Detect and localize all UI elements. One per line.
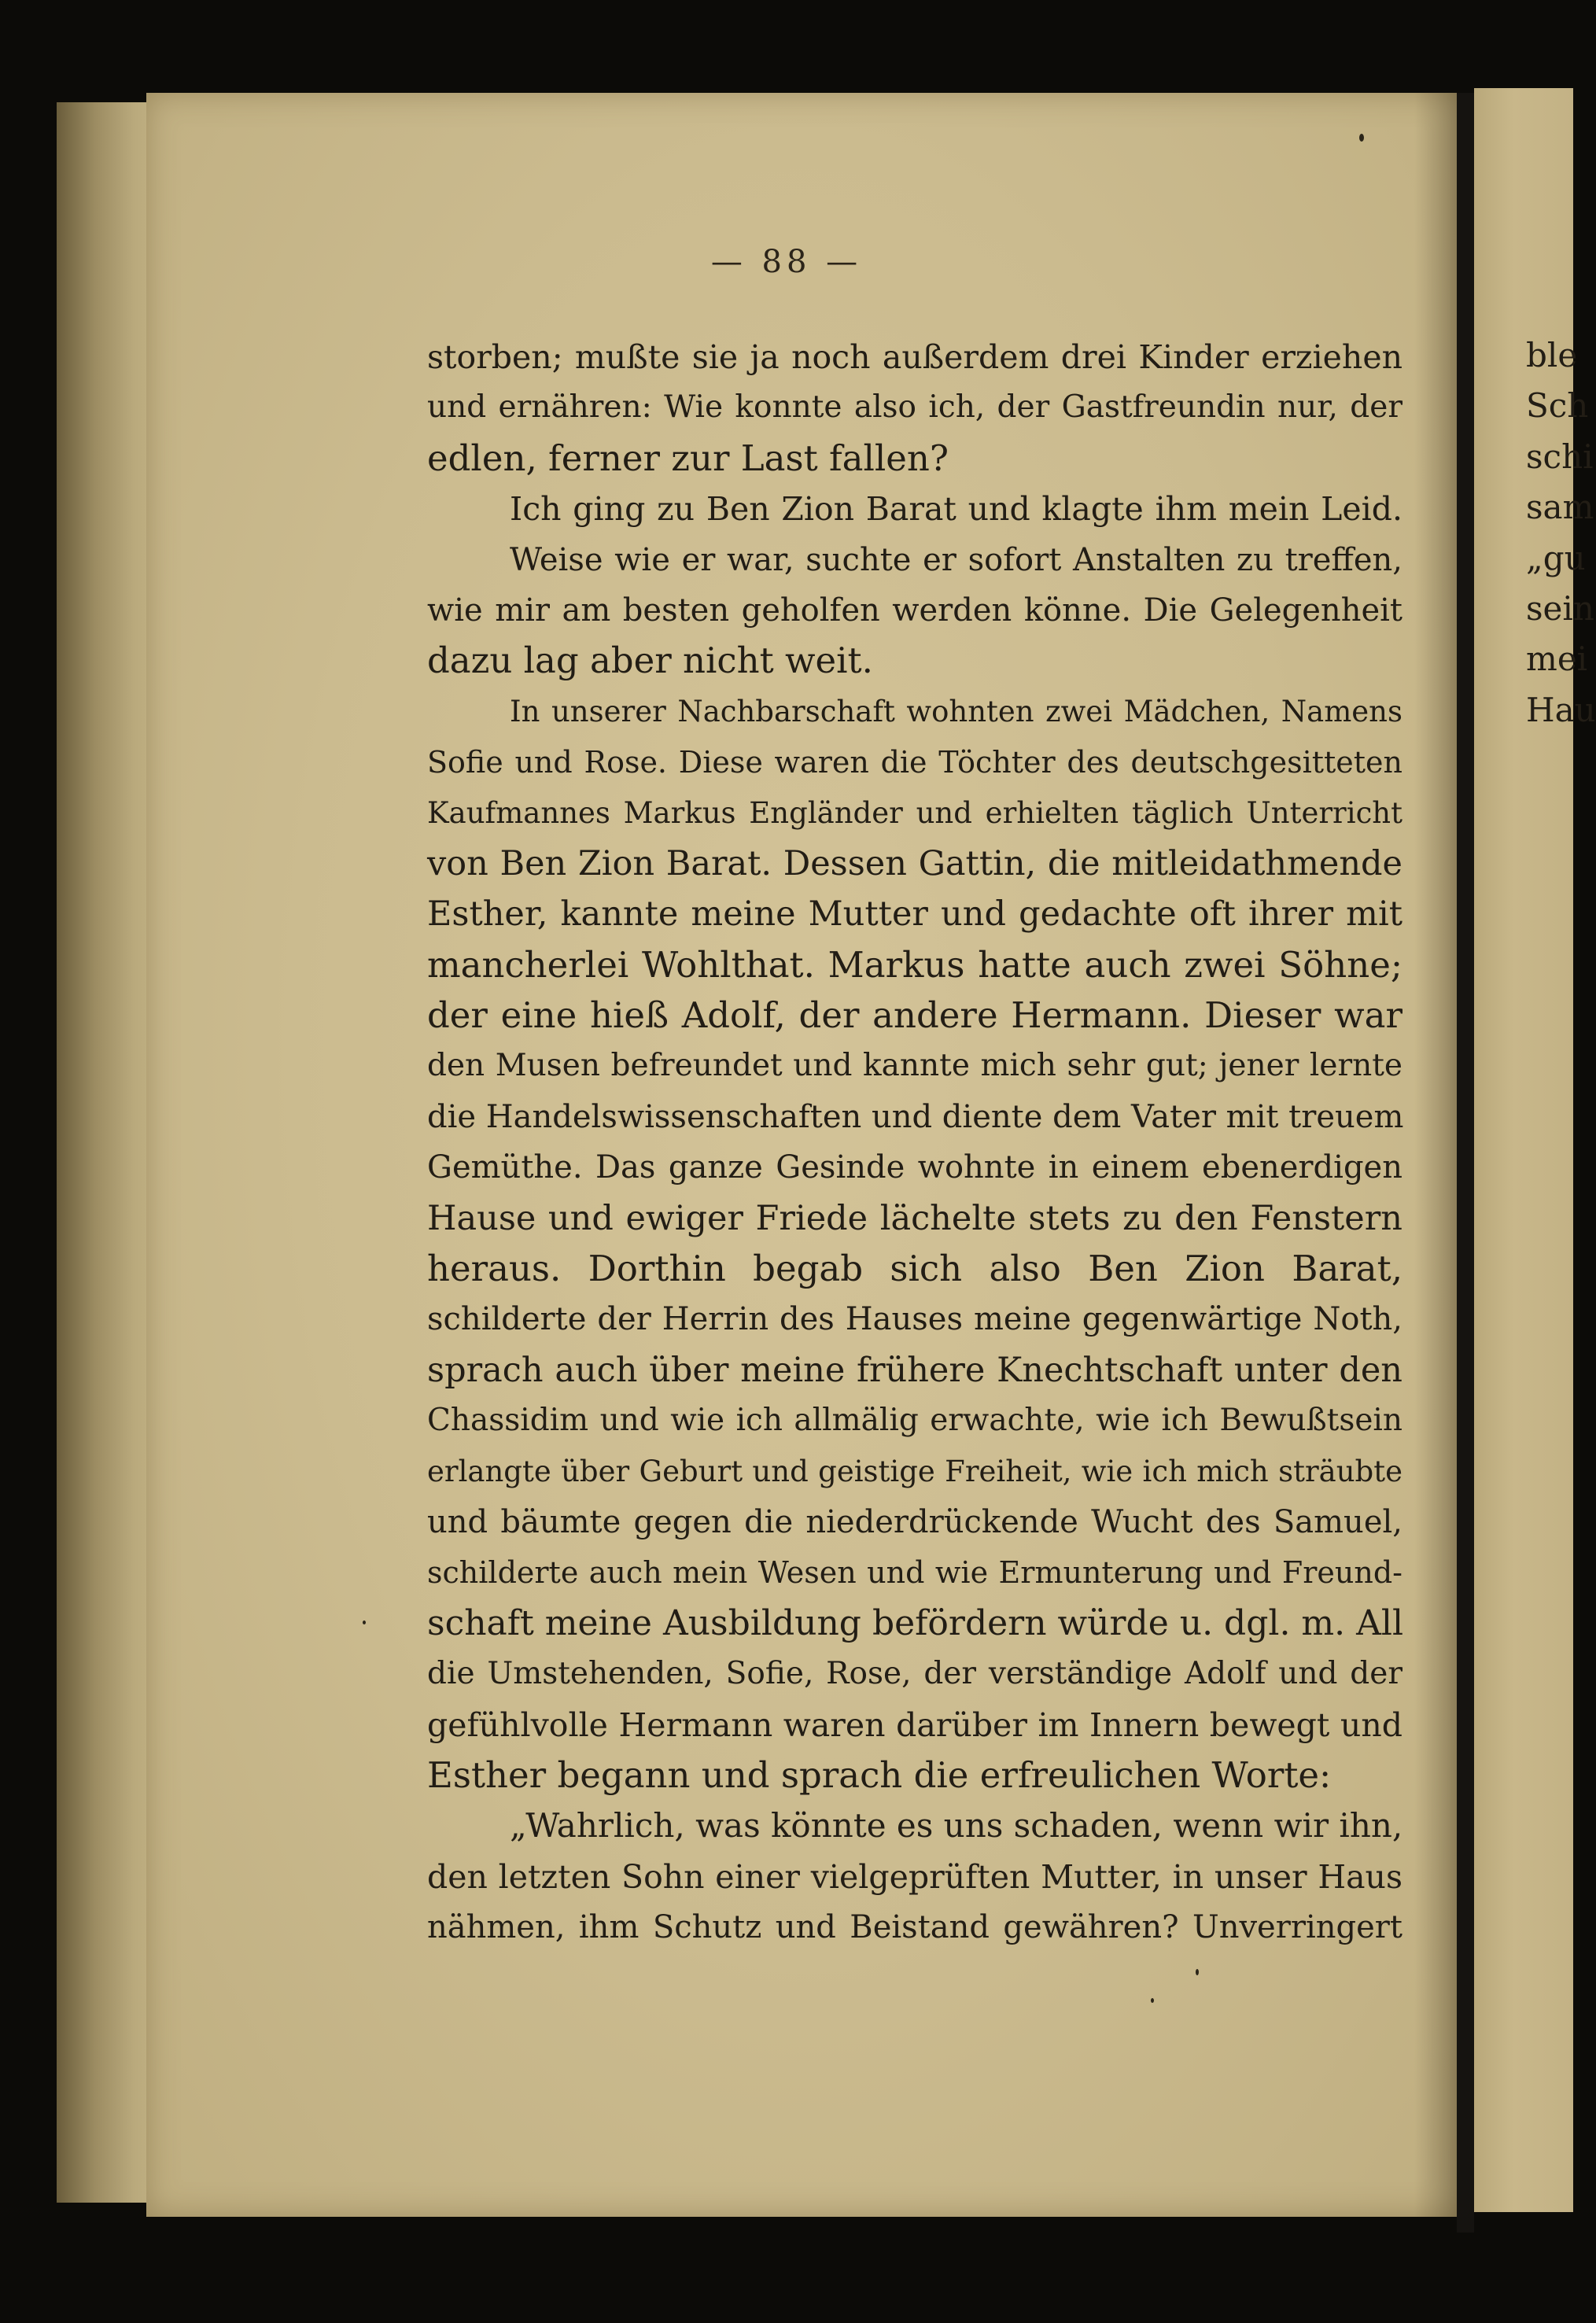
text-line: Kaufmannes Markus Engländer und erhielten täglich Unterricht — [427, 795, 1402, 830]
text-line: die Handelswissenschaften und diente dem Vater mit treuem — [427, 1098, 1404, 1135]
text-line: storben; mußte sie ja noch außerdem drei Kinder erziehen — [427, 338, 1402, 376]
text-line: heraus. Dorthin begab sich also Ben Zion Barat, — [427, 1248, 1402, 1290]
text-line: Weise wie er war, suchte er sofort Anstalten zu treffen, — [510, 541, 1402, 578]
text-line: Sofie und Rose. Diese waren die Töchter des deutschgesitteten — [427, 745, 1402, 780]
text-line: mancherlei Wohlthat. Markus hatte auch zwei Söhne; — [427, 943, 1402, 986]
text-line: Gemüthe. Das ganze Gesinde wohnte in einem ebenerdigen — [427, 1149, 1402, 1186]
adjacent-text-fragment: „gu — [1526, 538, 1586, 577]
paper-speck — [1359, 134, 1364, 142]
paper-speck — [363, 1621, 366, 1624]
text-line: schilderte auch mein Wesen und wie Ermunterung und Freund- — [427, 1555, 1402, 1591]
page-number: — 88 — — [710, 244, 863, 280]
text-line: von Ben Zion Barat. Dessen Gattin, die mitleidathmende — [427, 843, 1402, 883]
text-line: sprach auch über meine frühere Knechtschaft unter den — [427, 1350, 1402, 1390]
text-line: und ernähren: Wie konnte also ich, der Gastfreundin nur, der — [427, 389, 1402, 426]
text-line: nähmen, ihm Schutz und Beistand gewähren? Unverringert — [427, 1909, 1402, 1946]
paper-speck — [1196, 1969, 1199, 1975]
text-line: der eine hieß Adolf, der andere Hermann. Dieser war — [427, 994, 1402, 1037]
page-gutter — [1457, 93, 1474, 2233]
adjacent-text-fragment: schi — [1526, 437, 1594, 476]
page-body — [427, 332, 1402, 1953]
text-line: Esther begann und sprach die erfreulichen Worte: — [427, 1753, 1332, 1796]
text-line: Chassidim und wie ich allmälig erwachte, wie ich Bewußtsein — [427, 1403, 1402, 1439]
adjacent-text-fragment: mei — [1526, 640, 1588, 679]
adjacent-page-text — [1526, 330, 1596, 736]
text-line: „Wahrlich, was könnte es uns schaden, wenn wir ihn, — [510, 1806, 1403, 1845]
text-line: und bäumte gegen die niederdrückende Wucht des Samuel, — [427, 1503, 1402, 1540]
text-line: erlangte über Geburt und geistige Freiheit, wie ich mich sträubte — [427, 1454, 1402, 1488]
adjacent-text-fragment: Hau — [1526, 690, 1596, 729]
adjacent-text-fragment: sam — [1526, 488, 1594, 527]
text-line: edlen, ferner zur Last fallen? — [427, 437, 949, 479]
adjacent-text-fragment: ble — [1526, 336, 1578, 374]
text-line: den letzten Sohn einer vielgeprüften Mutter, in unser Haus — [427, 1857, 1402, 1896]
text-line: Hause und ewiger Friede lächelte stets zu den Fenstern — [427, 1198, 1402, 1238]
text-line: die Umstehenden, Sofie, Rose, der verständige Adolf und der — [427, 1656, 1402, 1692]
adjacent-text-fragment: Sch — [1526, 386, 1589, 426]
text-line: gefühlvolle Hermann waren darüber im Innern bewegt und — [427, 1705, 1402, 1744]
text-line: schilderte der Herrin des Hauses meine gegenwärtige Noth, — [427, 1301, 1402, 1338]
text-line: schaft meine Ausbildung befördern würde u. dgl. m. All — [427, 1602, 1404, 1643]
text-line: Esther, kannte meine Mutter und gedachte oft ihrer mit — [427, 894, 1402, 935]
text-line: dazu lag aber nicht weit. — [427, 640, 873, 682]
text-line: wie mir am besten geholfen werden könne. Die Gelegenheit — [427, 592, 1402, 629]
paper-speck — [1151, 1998, 1154, 2003]
text-line: In unserer Nachbarschaft wohnten zwei Mädchen, Namens — [510, 694, 1402, 728]
adjacent-text-fragment: sein — [1526, 588, 1594, 628]
text-line: Ich ging zu Ben Zion Barat und klagte ihm mein Leid. — [510, 490, 1402, 529]
text-line: den Musen befreundet und kannte mich sehr gut; jener lernte — [427, 1048, 1402, 1084]
